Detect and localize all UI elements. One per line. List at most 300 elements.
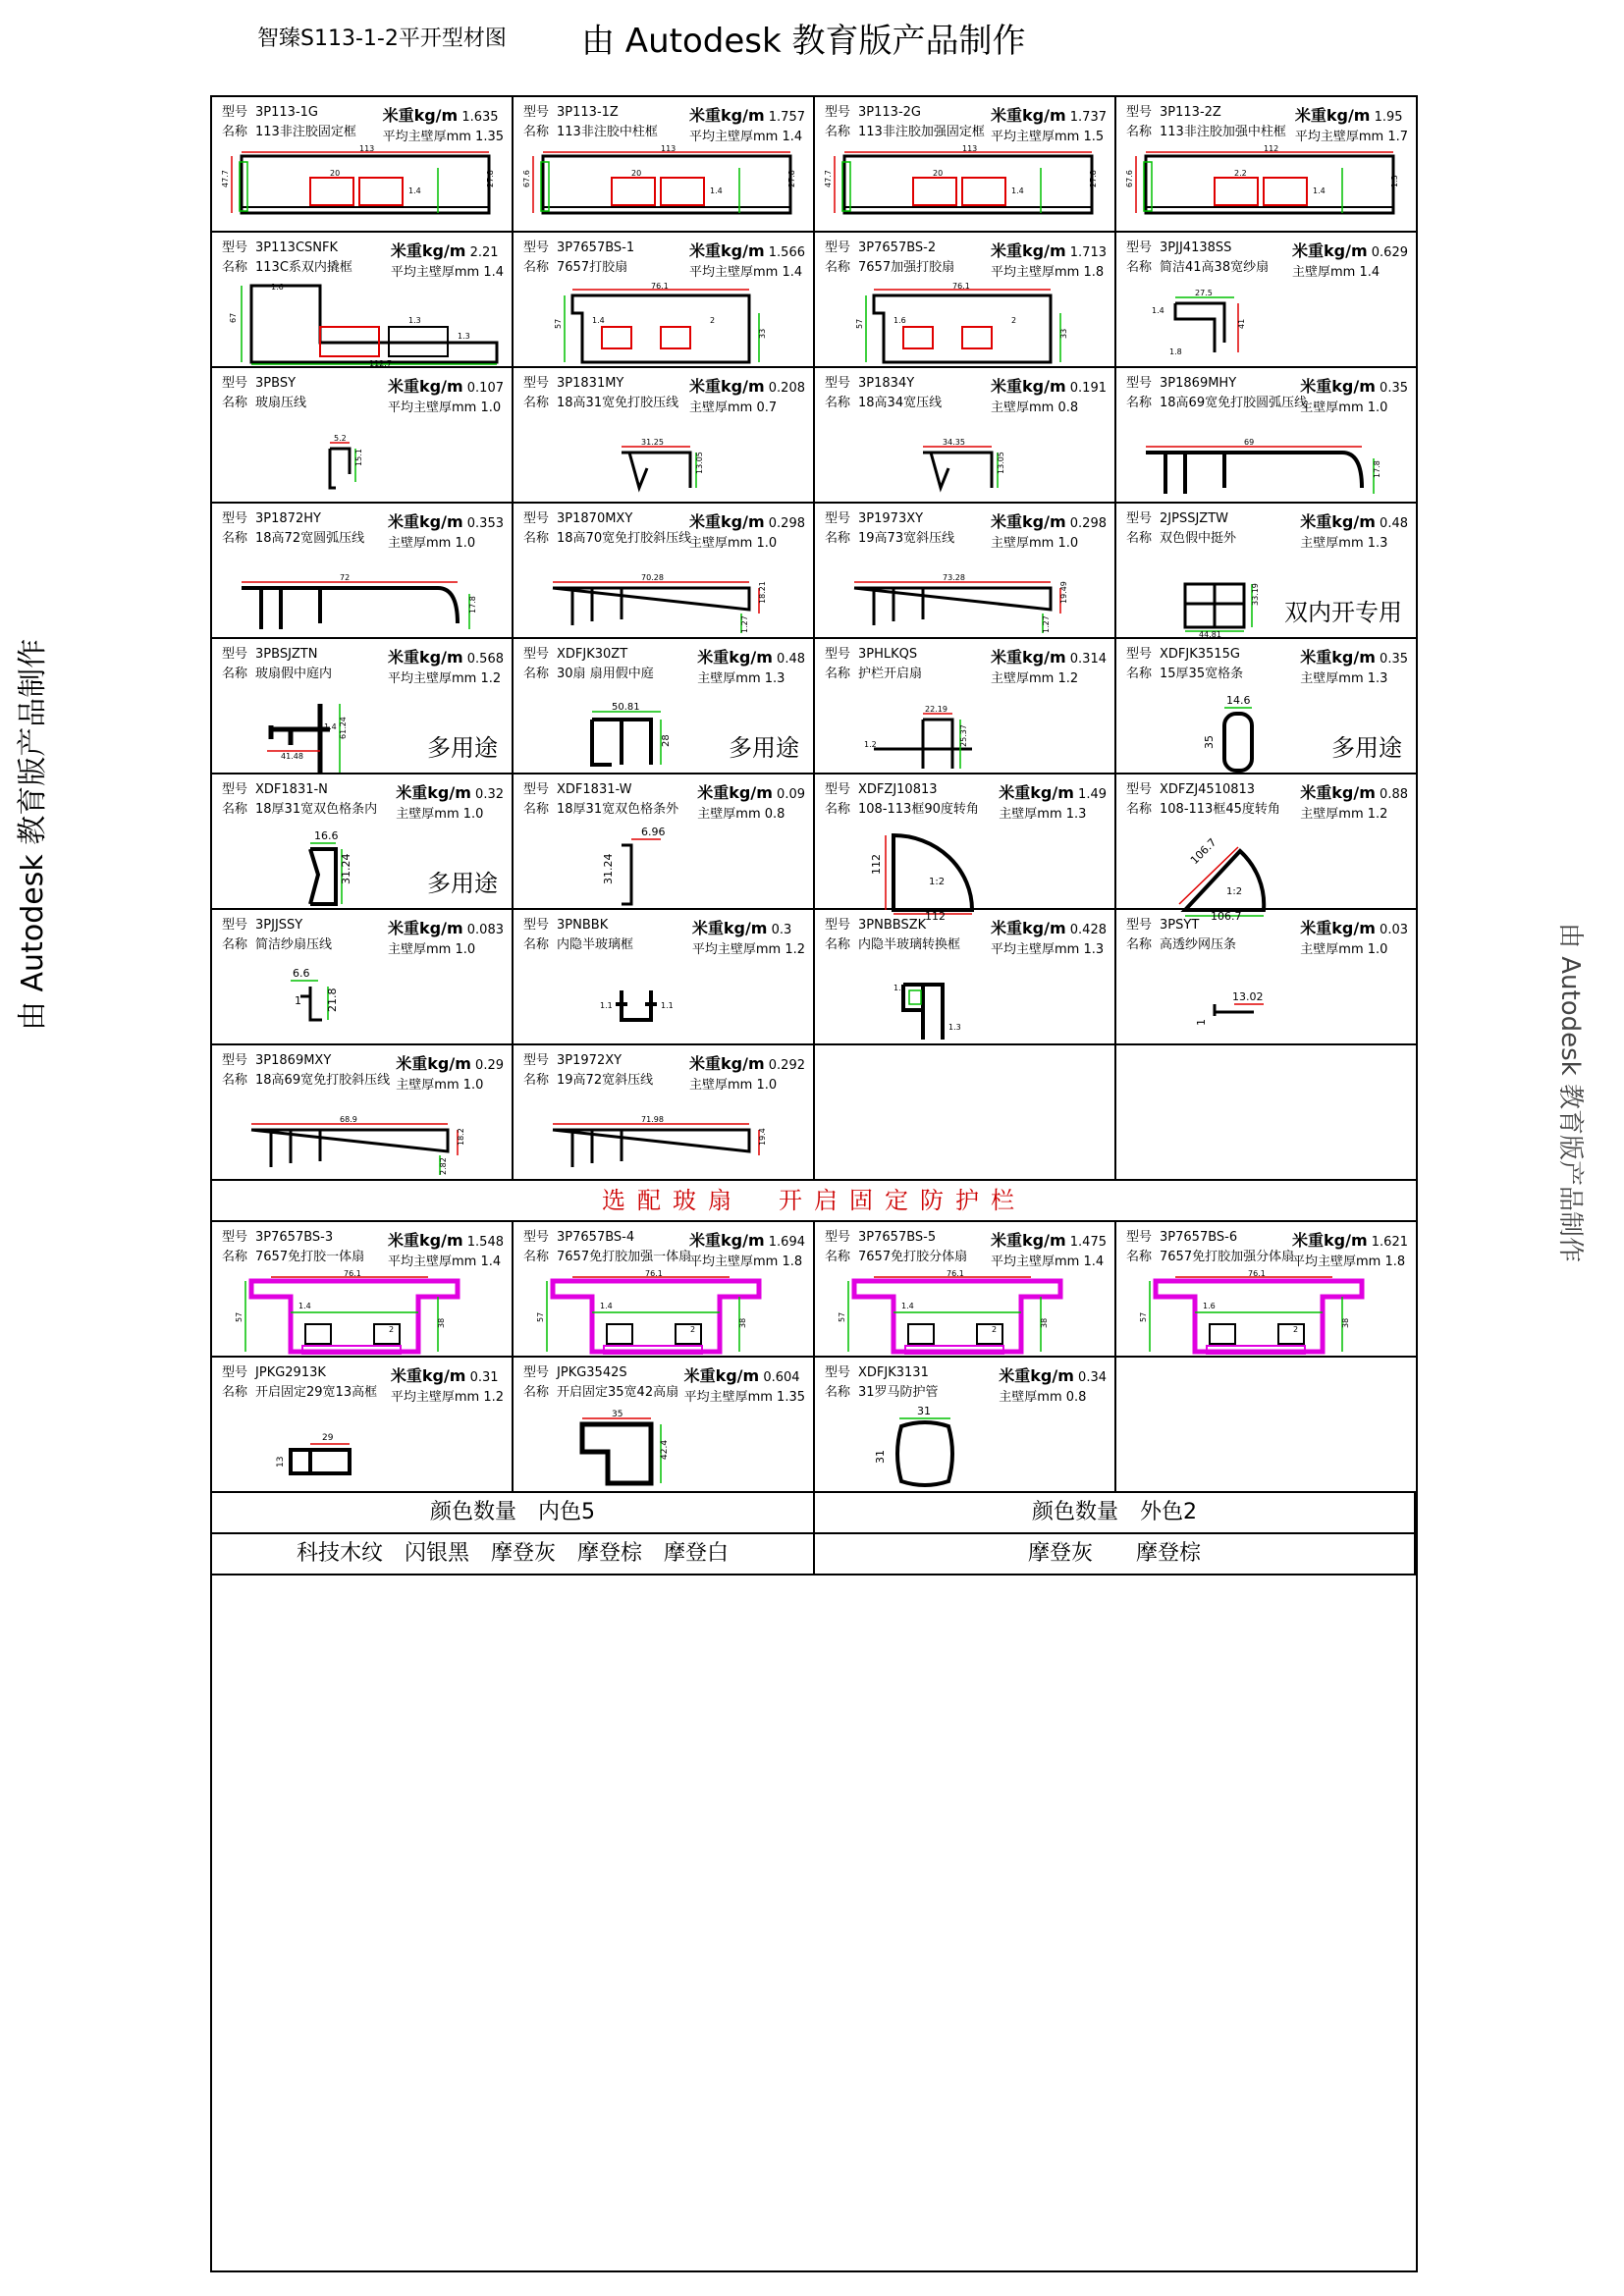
name-value: 113非注胶加强中柱框: [1160, 125, 1286, 139]
wall-value: 1.4: [782, 130, 803, 144]
model-label: 型号: [1126, 782, 1153, 797]
model-label: 型号: [1126, 918, 1153, 933]
profile-cell: [1116, 97, 1418, 233]
profile-section-svg: [514, 961, 813, 1045]
dimension-label: 76.1: [651, 282, 669, 291]
profile-drawing: [815, 144, 1114, 231]
dimension-label: 1.8: [1169, 347, 1182, 356]
weight-block: [689, 1051, 805, 1093]
weight-label: 米重kg/m: [382, 106, 459, 125]
model-label: 型号: [222, 1230, 248, 1245]
profile-cell: [514, 233, 815, 368]
wall-label: 主壁厚mm: [1300, 671, 1364, 686]
model-value: JPKG3542S: [557, 1365, 627, 1380]
profile-cell: [514, 1045, 815, 1181]
profile-section-svg: [1116, 826, 1416, 923]
profile-section-svg: [815, 419, 1114, 504]
dimension-label: 35: [612, 1410, 623, 1419]
profile-cell: [212, 774, 514, 910]
dimension-label: 76.1: [1248, 1269, 1266, 1278]
profile-cell: [815, 368, 1116, 504]
profile-cell: [212, 233, 514, 368]
name-value: 双色假中挺外: [1160, 531, 1237, 546]
wall-label: 平均主壁厚mm: [991, 1255, 1080, 1269]
weight-value: 1.737: [1069, 110, 1107, 125]
profile-cell: [514, 910, 815, 1045]
weight-block: [689, 239, 805, 280]
wall-label: 主壁厚mm: [1300, 942, 1364, 957]
profile-usage-tag: 多用途: [427, 734, 498, 762]
weight-label: 米重kg/m: [689, 377, 765, 396]
model-value: XDFJK3515G: [1160, 647, 1240, 662]
dimension-label: 1.1: [600, 1001, 613, 1010]
dimension-label: 68.9: [340, 1115, 357, 1124]
name-label: 名称: [523, 667, 550, 681]
weight-label: 米重kg/m: [396, 783, 471, 802]
name-label: 名称: [825, 1250, 851, 1264]
dimension-label: 1: [1195, 1019, 1208, 1026]
dimension-label: 50.81: [612, 702, 640, 713]
name-label: 名称: [222, 125, 248, 139]
profile-cell: [514, 639, 815, 774]
dimension-label: 113: [359, 144, 375, 153]
profile-cell: [212, 97, 514, 233]
weight-block: [999, 1363, 1107, 1405]
dimension-label: 57: [235, 1311, 244, 1322]
wall-label: 主壁厚mm: [697, 671, 761, 686]
weight-label: 米重kg/m: [1294, 106, 1371, 125]
weight-label: 米重kg/m: [396, 1054, 471, 1073]
dimension-label: 16.6: [314, 829, 339, 842]
profile-cell: [815, 1222, 1116, 1358]
profile-cell: [212, 368, 514, 504]
name-value: 玻扇压线: [255, 396, 307, 410]
weight-label: 米重kg/m: [689, 1054, 765, 1073]
dimension-label: 1.6: [1203, 1302, 1216, 1310]
profile-drawing: [212, 419, 512, 502]
name-label: 名称: [523, 531, 550, 546]
dimension-label: 19.49: [1059, 581, 1068, 604]
weight-value: 0.35: [1380, 381, 1408, 396]
profile-section-svg: [514, 1409, 813, 1493]
dimension-label: 34.35: [943, 438, 965, 447]
dimension-label: 1.3: [948, 1023, 961, 1032]
wall-label: 平均主壁厚mm: [683, 1390, 773, 1405]
dimension-label: 38: [1341, 1317, 1350, 1328]
weight-block: [697, 645, 805, 686]
profile-usage-tag: 多用途: [729, 734, 799, 762]
dimension-label: 15.1: [354, 449, 363, 466]
wall-value: 1.5: [1083, 130, 1105, 144]
model-label: 型号: [222, 1053, 248, 1068]
model-value: 2JPSSJZTW: [1160, 511, 1228, 526]
name-label: 名称: [825, 937, 851, 952]
weight-block: [991, 374, 1107, 415]
profile-section-svg: [815, 826, 1114, 923]
wall-value: 0.8: [764, 807, 785, 822]
document-title: 智臻S113-1-2平开型材图: [257, 27, 507, 51]
name-label: 名称: [1126, 1250, 1153, 1264]
wall-label: 主壁厚mm: [697, 807, 761, 822]
wall-label: 平均主壁厚mm: [991, 265, 1080, 280]
profile-drawing: [212, 1096, 512, 1179]
profile-section-svg: [1116, 1269, 1416, 1358]
name-label: 名称: [222, 802, 248, 817]
name-label: 名称: [825, 125, 851, 139]
model-label: 型号: [523, 511, 550, 526]
wall-value: 1.4: [483, 265, 504, 280]
wall-label: 平均主壁厚mm: [388, 1255, 477, 1269]
wall-label: 平均主壁厚mm: [991, 942, 1080, 957]
profile-drawing: [815, 284, 1114, 366]
name-value: 7657打胶扇: [557, 260, 628, 275]
name-value: 7657免打胶分体扇: [858, 1250, 968, 1264]
dimension-label: 112: [1264, 144, 1279, 153]
dimension-label: 76.1: [947, 1269, 964, 1278]
dimension-label: 13.02: [1232, 990, 1264, 1003]
wall-value: 1.2: [483, 1390, 504, 1405]
dimension-label: 1.4: [1152, 306, 1164, 315]
name-label: 名称: [825, 531, 851, 546]
wall-value: 1.2: [1057, 671, 1079, 686]
name-label: 名称: [222, 396, 248, 410]
profile-drawing: [815, 961, 1114, 1043]
profile-section-svg: [212, 555, 512, 639]
weight-value: 0.09: [777, 787, 805, 802]
model-value: 3P1972XY: [557, 1053, 623, 1068]
weight-block: [999, 780, 1107, 822]
name-value: 高透纱网压条: [1160, 937, 1237, 952]
name-value: 108-113框90度转角: [858, 802, 979, 817]
profile-section-svg: [815, 284, 1114, 368]
profile-drawing: [212, 961, 512, 1043]
profile-drawing: [514, 1409, 813, 1491]
name-value: 113非注胶中柱框: [557, 125, 658, 139]
wall-value: 1.0: [756, 1078, 778, 1093]
weight-label: 米重kg/m: [689, 512, 765, 531]
weight-label: 米重kg/m: [1300, 377, 1376, 396]
profile-section-svg: [212, 144, 512, 233]
model-value: 3PNBBK: [557, 918, 609, 933]
dimension-label: 33.19: [1251, 583, 1260, 606]
wall-value: 1.3: [1083, 942, 1105, 957]
profile-cell: [1116, 774, 1418, 923]
profile-section-svg: [815, 1405, 1114, 1493]
weight-label: 米重kg/m: [390, 1366, 466, 1385]
name-value: 19高73宽斜压线: [858, 531, 955, 546]
name-label: 名称: [523, 937, 550, 952]
profile-cell: [815, 233, 1116, 368]
weight-label: 米重kg/m: [991, 648, 1066, 667]
weight-label: 米重kg/m: [999, 1366, 1074, 1385]
profile-cell: [514, 97, 815, 233]
name-label: 名称: [523, 125, 550, 139]
dimension-label: 20: [330, 169, 341, 178]
name-label: 名称: [1126, 396, 1153, 410]
dimension-label: 1.27: [1042, 615, 1051, 633]
model-value: 3P1834Y: [858, 376, 915, 391]
profile-cell: [815, 97, 1116, 233]
name-value: 7657免打胶加强分体扇: [1160, 1250, 1295, 1264]
name-label: 名称: [222, 1250, 248, 1264]
model-value: XDF1831-W: [557, 782, 632, 797]
weight-block: [991, 509, 1107, 551]
dimension-label: 1.2: [864, 740, 877, 749]
dimension-label: 41.48: [281, 752, 303, 761]
profile-section-svg: [1116, 144, 1416, 233]
name-value: 113C系双内撬框: [255, 260, 352, 275]
dimension-label: 31: [874, 1450, 887, 1464]
weight-value: 0.292: [768, 1058, 805, 1073]
name-label: 名称: [523, 1250, 550, 1264]
name-value: 简洁纱扇压线: [255, 937, 333, 952]
profile-cell: [815, 639, 1116, 774]
profile-drawing: [514, 1269, 813, 1356]
name-label: 名称: [222, 260, 248, 275]
model-label: 型号: [523, 1365, 550, 1380]
dimension-label: 47.7: [221, 170, 230, 187]
dimension-label: 76.1: [952, 282, 970, 291]
weight-label: 米重kg/m: [683, 1366, 760, 1385]
profile-usage-tag: 双内开专用: [1284, 599, 1402, 626]
dimension-label: 2.2: [1234, 169, 1247, 178]
name-value: 7657免打胶一体扇: [255, 1250, 365, 1264]
profile-cell: [1116, 233, 1418, 368]
weight-label: 米重kg/m: [388, 1231, 463, 1250]
name-value: 18高34宽压线: [858, 396, 943, 410]
name-value: 内隐半玻璃转换框: [858, 937, 961, 952]
profile-section-svg: [815, 690, 1114, 774]
name-label: 名称: [825, 802, 851, 817]
wall-label: 主壁厚mm: [999, 1390, 1062, 1405]
weight-value: 1.566: [768, 245, 805, 260]
model-value: 3P7657BS-3: [255, 1230, 334, 1245]
wall-label: 主壁厚mm: [689, 1078, 753, 1093]
wall-label: 主壁厚mm: [1292, 265, 1356, 280]
wall-value: 1.35: [475, 130, 504, 144]
wall-label: 平均主壁厚mm: [689, 265, 779, 280]
wall-value: 1.4: [1083, 1255, 1105, 1269]
weight-block: [388, 1228, 504, 1269]
wall-value: 1.8: [782, 1255, 803, 1269]
dimension-label: 2: [1293, 1325, 1299, 1334]
profile-section-svg: [212, 1096, 512, 1181]
weight-block: [692, 916, 805, 957]
weight-value: 0.3: [771, 923, 792, 937]
dimension-label: 1.4: [592, 316, 605, 325]
weight-block: [1292, 239, 1408, 280]
wall-value: 1.4: [480, 1255, 502, 1269]
dimension-label: 1.1: [661, 1001, 674, 1010]
model-value: JPKG2913K: [255, 1365, 326, 1380]
model-value: 3P7657BS-5: [858, 1230, 937, 1245]
profile-cell: [514, 1358, 815, 1493]
model-label: 型号: [222, 376, 248, 391]
model-label: 型号: [523, 240, 550, 255]
name-label: 名称: [1126, 802, 1153, 817]
dimension-label: 1.4: [600, 1302, 613, 1310]
dimension-label: 61.24: [339, 717, 348, 739]
name-value: 开启固定29宽13高框: [255, 1385, 378, 1400]
dimension-label: 31: [917, 1405, 931, 1417]
model-label: 型号: [222, 918, 248, 933]
profile-drawing: [514, 961, 813, 1043]
model-value: 3P7657BS-6: [1160, 1230, 1238, 1245]
name-value: 15厚35宽格条: [1160, 667, 1244, 681]
weight-label: 米重kg/m: [691, 919, 768, 937]
weight-value: 0.35: [1380, 652, 1408, 667]
wall-value: 1.3: [1367, 536, 1388, 551]
profile-section-svg: [514, 1096, 813, 1181]
weight-block: [1300, 509, 1408, 551]
weight-label: 米重kg/m: [1300, 648, 1376, 667]
name-value: 7657加强打胶扇: [858, 260, 955, 275]
name-label: 名称: [222, 1073, 248, 1088]
weight-block: [391, 1363, 504, 1405]
wall-label: 平均主壁厚mm: [382, 130, 471, 144]
dimension-label: 2.82: [439, 1157, 448, 1175]
wall-value: 1.35: [777, 1390, 805, 1405]
model-value: XDF1831-N: [255, 782, 328, 797]
name-label: 名称: [523, 1073, 550, 1088]
model-label: 型号: [222, 782, 248, 797]
profile-section-svg: [212, 961, 512, 1045]
weight-block: [1300, 780, 1408, 822]
dimension-label: 1.4: [710, 187, 723, 195]
dimension-label: 106.7: [1211, 910, 1242, 923]
profile-cell: [514, 774, 815, 910]
wall-label: 平均主壁厚mm: [388, 671, 477, 686]
profile-drawing: [514, 1096, 813, 1179]
weight-value: 0.568: [466, 652, 504, 667]
weight-value: 0.428: [1069, 923, 1107, 937]
wall-value: 0.8: [1065, 1390, 1087, 1405]
profile-drawing: [815, 826, 1114, 923]
name-label: 名称: [825, 260, 851, 275]
weight-value: 1.95: [1374, 110, 1403, 125]
model-value: 3PJJ4138SS: [1160, 240, 1232, 255]
dimension-label: 57: [554, 318, 563, 329]
profile-drawing: [815, 1405, 1114, 1491]
weight-label: 米重kg/m: [689, 241, 765, 260]
model-label: 型号: [825, 240, 851, 255]
profile-section-svg: [815, 555, 1114, 639]
profile-cell: [1116, 1045, 1418, 1181]
name-value: 18高72宽圆弧压线: [255, 531, 365, 546]
profile-drawing: [514, 419, 813, 502]
footer-inner-colors: 颜色数量 内色5: [212, 1493, 815, 1534]
model-value: 3P113-1Z: [557, 105, 619, 120]
weight-label: 米重kg/m: [991, 241, 1066, 260]
profile-cell: [212, 1045, 514, 1181]
profile-cell: [212, 639, 514, 774]
profile-drawing: [212, 144, 512, 231]
weight-label: 米重kg/m: [991, 377, 1066, 396]
profile-drawing: [514, 144, 813, 231]
model-value: 3PHLKQS: [858, 647, 918, 662]
dimension-label: 38: [1040, 1317, 1049, 1328]
model-label: 型号: [1126, 647, 1153, 662]
profile-drawing: [1116, 826, 1416, 923]
dimension-label: 27.8: [486, 170, 495, 187]
dimension-label: 31.24: [340, 853, 352, 884]
weight-value: 0.191: [1069, 381, 1107, 396]
wall-value: 1.3: [764, 671, 785, 686]
name-label: 名称: [523, 1385, 550, 1400]
profile-section-svg: [212, 284, 512, 368]
name-label: 名称: [1126, 937, 1153, 952]
weight-value: 1.475: [1069, 1235, 1107, 1250]
dimension-label: 112: [870, 854, 883, 875]
dimension-label: 27.8: [1089, 170, 1098, 187]
name-value: 113非注胶固定框: [255, 125, 356, 139]
profile-cell: [212, 1358, 514, 1493]
dimension-label: 2: [1011, 316, 1017, 325]
weight-block: [991, 645, 1107, 686]
model-value: 3PJJSSY: [255, 918, 303, 933]
dimension-label: 38: [738, 1317, 747, 1328]
name-value: 108-113框45度转角: [1160, 802, 1280, 817]
name-label: 名称: [1126, 260, 1153, 275]
profile-section-svg: [815, 144, 1114, 233]
weight-value: 0.48: [1380, 516, 1408, 531]
profile-drawing: [1116, 284, 1416, 366]
profile-drawing: [1116, 1269, 1416, 1356]
weight-label: 米重kg/m: [390, 241, 466, 260]
name-label: 名称: [523, 260, 550, 275]
wall-value: 1.0: [455, 942, 476, 957]
model-label: 型号: [222, 240, 248, 255]
dimension-label: 2: [992, 1325, 998, 1334]
weight-value: 0.48: [777, 652, 805, 667]
dimension-label: 113: [661, 144, 677, 153]
dimension-label: 1:2: [1226, 886, 1243, 897]
model-value: 3P1872HY: [255, 511, 321, 526]
dimension-label: 1.4: [324, 722, 337, 731]
weight-block: [396, 780, 504, 822]
model-value: XDFZJ10813: [858, 782, 938, 797]
section-banner: 选配玻扇 开启固定防护栏: [212, 1181, 1416, 1222]
model-label: 型号: [523, 1053, 550, 1068]
footer-outer-colors: 颜色数量 外色2: [815, 1493, 1416, 1534]
profile-section-svg: [212, 419, 512, 504]
weight-value: 1.49: [1078, 787, 1107, 802]
dimension-label: 20: [631, 169, 642, 178]
dimension-label: 2: [710, 316, 716, 325]
weight-value: 0.298: [768, 516, 805, 531]
dimension-label: 1.6: [271, 283, 284, 292]
weight-label: 米重kg/m: [388, 377, 463, 396]
weight-label: 米重kg/m: [388, 919, 463, 937]
model-label: 型号: [1126, 376, 1153, 391]
dimension-label: 2: [389, 1325, 395, 1334]
weight-label: 米重kg/m: [697, 783, 773, 802]
dimension-label: 33: [1059, 328, 1068, 339]
weight-value: 0.32: [475, 787, 504, 802]
dimension-label: 18.21: [758, 581, 767, 604]
model-label: 型号: [222, 105, 248, 120]
weight-value: 1.548: [466, 1235, 504, 1250]
profile-section-svg: [514, 826, 813, 910]
name-value: 开启固定35宽42高扇: [557, 1385, 679, 1400]
dimension-label: 31.24: [602, 853, 615, 884]
dimension-label: 6.6: [293, 967, 310, 980]
name-label: 名称: [825, 396, 851, 410]
wall-label: 主壁厚mm: [991, 400, 1055, 415]
profile-section-svg: [1116, 284, 1416, 368]
name-value: 玻扇假中庭内: [255, 667, 333, 681]
weight-block: [991, 103, 1107, 144]
